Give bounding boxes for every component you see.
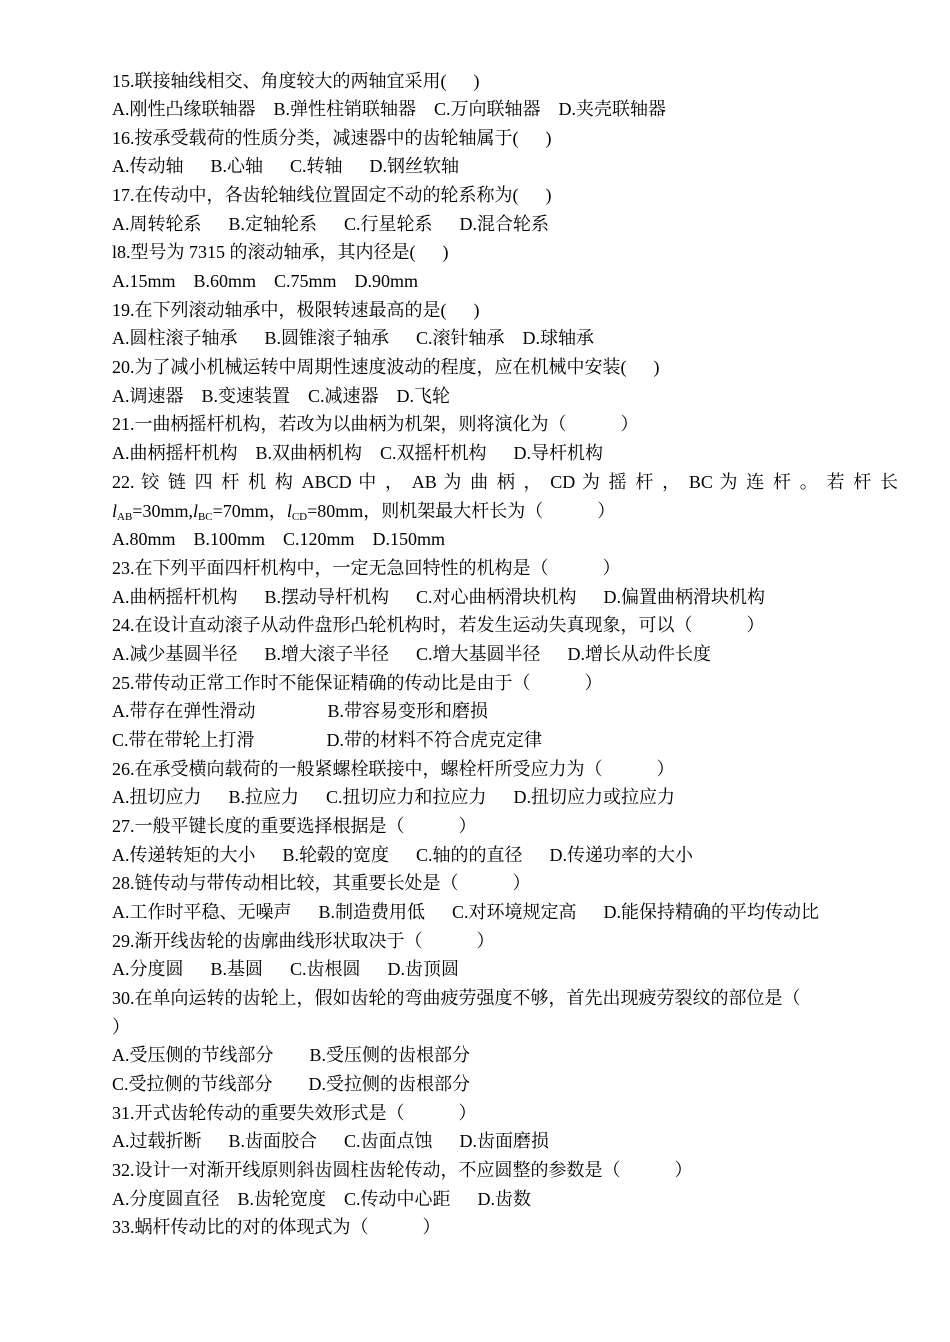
question-30-line-2: ） (112, 1017, 130, 1037)
question-21: 21.一曲柄摇杆机构，若改为以曲柄为机架，则将演化为（ ） (112, 414, 639, 434)
question-17: 17.在传动中，各齿轮轴线位置固定不动的轮系称为( ) (112, 185, 552, 205)
options-24: A.减少基圆半径 B.增大滚子半径 C.增大基圆半径 D.增长从动件长度 (112, 644, 712, 664)
question-31: 31.开式齿轮传动的重要失效形式是（ ） (112, 1103, 477, 1123)
options-30-ab: A.受压侧的节线部分 B.受压侧的齿根部分 (112, 1045, 471, 1065)
subscript-cd: CD (291, 511, 308, 523)
question-15: 15.联接轴线相交、角度较大的两轴宜采用( ) (112, 71, 480, 91)
options-17: A.周转轮系 B.定轴轮系 C.行星轮系 D.混合轮系 (112, 214, 550, 234)
question-25: 25.带传动正常工作时不能保证精确的传动比是由于（ ） (112, 673, 603, 693)
question-19: 19.在下列滚动轴承中，极限转速最高的是( ) (112, 300, 480, 320)
question-18: l8.型号为 7315 的滚动轴承，其内径是( ) (112, 242, 449, 262)
length-symbol: l (286, 501, 292, 521)
question-33: 33.蜗杆传动比的对的体现式为（ ） (112, 1217, 441, 1237)
question-30-line-1: 30.在单向运转的齿轮上，假如齿轮的弯曲疲劳强度不够，首先出现疲劳裂纹的部位是（ (112, 988, 801, 1008)
question-22-line-2 (112, 497, 902, 525)
options-31: A.过载折断 B.齿面胶合 C.齿面点蚀 D.齿面磨损 (112, 1131, 550, 1151)
options-30-cd: C.受拉侧的节线部分 D.受拉侧的齿根部分 (112, 1074, 471, 1094)
options-20: A.调速器 B.变速装置 C.减速器 D.飞轮 (112, 386, 451, 406)
subscript-ab: AB (117, 511, 133, 523)
subscript-bc: BC (197, 511, 213, 523)
question-29: 29.渐开线齿轮的齿廓曲线形状取决于（ ） (112, 931, 495, 951)
length-cd-value: =80mm，则机架最大杆长为（ ） (307, 501, 616, 521)
length-ab-value: =30mm, (132, 501, 193, 521)
question-32: 32.设计一对渐开线原则斜齿圆柱齿轮传动，不应圆整的参数是（ ） (112, 1160, 693, 1180)
options-29: A.分度圆 B.基圆 C.齿根圆 D.齿顶圆 (112, 959, 460, 979)
options-27: A.传递转矩的大小 B.轮毂的宽度 C.轴的的直径 D.传递功率的大小 (112, 845, 694, 865)
options-22: A.80mm B.100mm C.120mm D.150mm (112, 529, 446, 549)
options-23: A.曲柄摇杆机构 B.摆动导杆机构 C.对心曲柄滑块机构 D.偏置曲柄滑块机构 (112, 587, 766, 607)
question-26: 26.在承受横向载荷的一般紧螺栓联接中，螺栓杆所受应力为（ ） (112, 759, 675, 779)
question-16: 16.按承受载荷的性质分类，减速器中的齿轮轴属于( ) (112, 128, 552, 148)
options-25-cd: C.带在带轮上打滑 D.带的材料不符合虎克定律 (112, 730, 543, 750)
options-16: A.传动轴 B.心轴 C.转轴 D.钢丝软轴 (112, 156, 460, 176)
question-28: 28.链传动与带传动相比较，其重要长处是（ ） (112, 873, 531, 893)
options-15: A.刚性凸缘联轴器 B.弹性柱销联轴器 C.万向联轴器 D.夹壳联轴器 (112, 99, 667, 119)
question-22-line-1: 22. 铰 链 四 杆 机 构 ABCD 中 ， AB 为 曲 柄 ， CD 为 摇 杆 ， BC 为 连 杆 。 若 杆 长 (112, 472, 898, 492)
options-18: A.15mm B.60mm C.75mm D.90mm (112, 271, 419, 291)
length-bc-value: =70mm， (212, 501, 287, 521)
question-20: 20.为了减小机械运转中周期性速度波动的程度，应在机械中安装( ) (112, 357, 660, 377)
question-27: 27.一般平键长度的重要选择根据是（ ） (112, 816, 477, 836)
options-25-ab: A.带存在弹性滑动 B.带容易变形和磨损 (112, 701, 489, 721)
length-symbol: l (192, 501, 198, 521)
options-32: A.分度圆直径 B.齿轮宽度 C.传动中心距 D.齿数 (112, 1189, 532, 1209)
length-symbol: l (112, 501, 118, 521)
question-24: 24.在设计直动滚子从动件盘形凸轮机构时，若发生运动失真现象，可以（ ） (112, 615, 765, 635)
options-28: A.工作时平稳、无噪声 B.制造费用低 C.对环境规定高 D.能保持精确的平均传动比 (112, 902, 820, 922)
options-21: A.曲柄摇杆机构 B.双曲柄机构 C.双摇杆机构 D.导杆机构 (112, 443, 604, 463)
options-19: A.圆柱滚子轴承 B.圆锥滚子轴承 C.滚针轴承 D.球轴承 (112, 328, 595, 348)
options-26: A.扭切应力 B.拉应力 C.扭切应力和拉应力 D.扭切应力或拉应力 (112, 787, 676, 807)
question-23: 23.在下列平面四杆机构中，一定无急回特性的机构是（ ） (112, 558, 621, 578)
